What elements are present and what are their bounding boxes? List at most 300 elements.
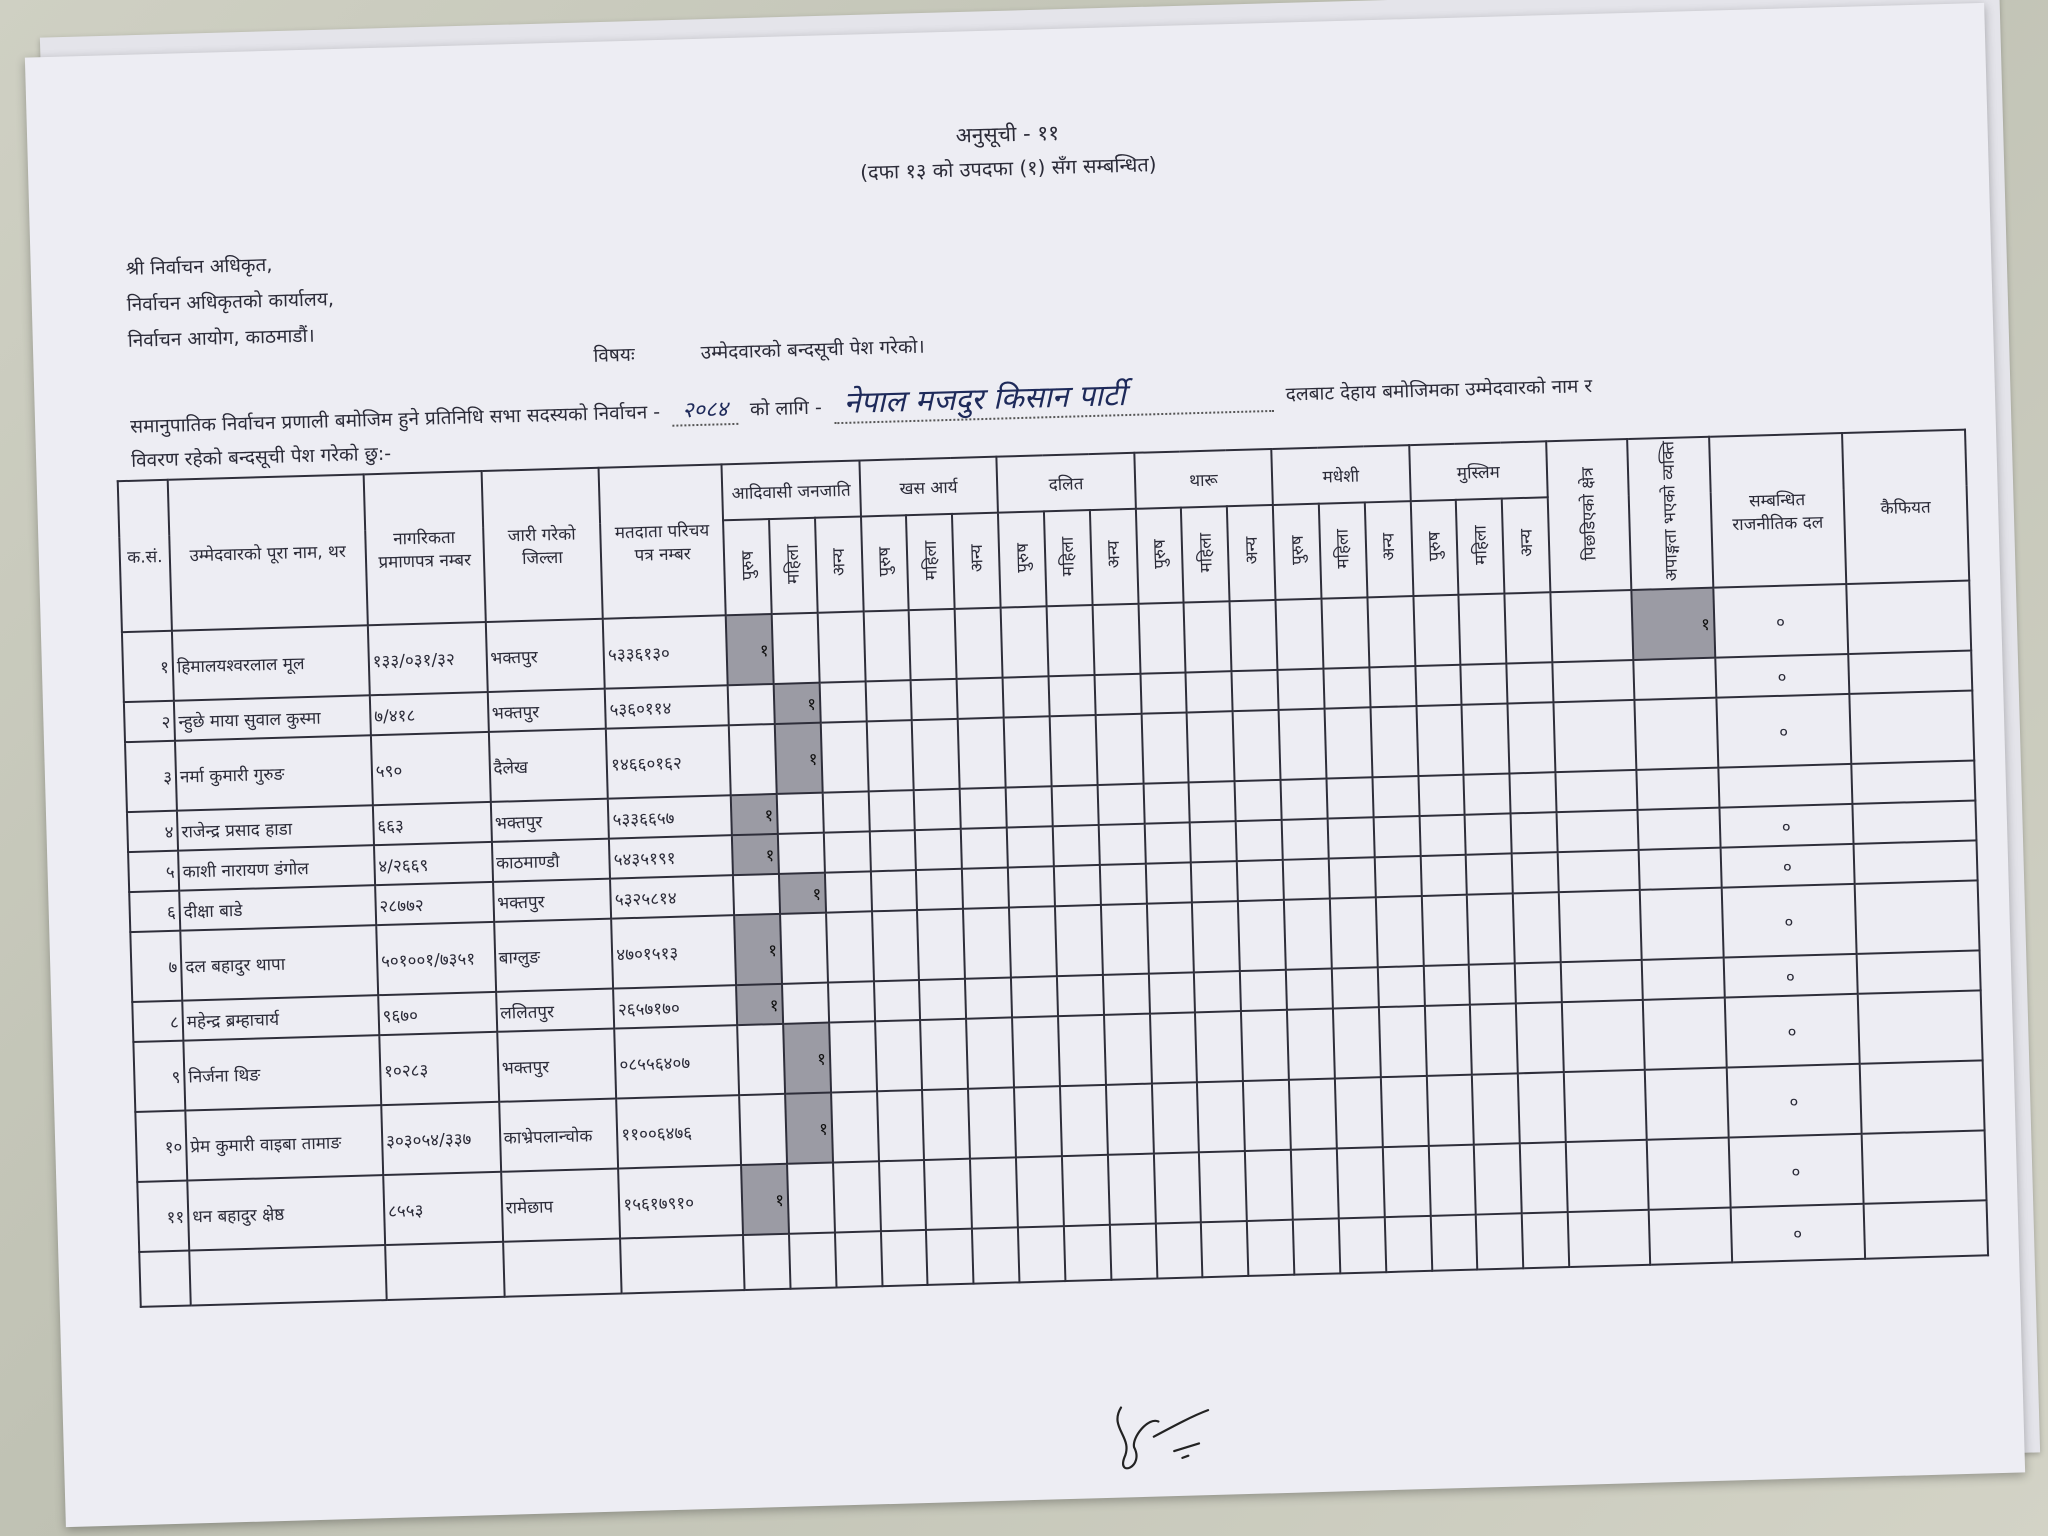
group-header: खस आर्य (859, 457, 998, 517)
row-citizenship: ६६३ (373, 802, 492, 845)
row-party: ० (1719, 804, 1853, 848)
category-cell (1383, 1146, 1431, 1217)
row-disability (1634, 658, 1716, 700)
category-cell (1516, 1003, 1564, 1074)
category-cell (1194, 971, 1241, 1012)
category-cell (1241, 1010, 1289, 1081)
row-disability (1647, 1138, 1730, 1210)
subheader-other: अन्य (815, 517, 863, 613)
row-disability (1645, 1068, 1728, 1140)
category-mark: १ (736, 984, 783, 1025)
category-mark: १ (775, 723, 823, 794)
empty-cell (1293, 1219, 1340, 1275)
candidate-table (117, 429, 1989, 1309)
row-voter-id: २६५७१७० (613, 986, 737, 1029)
row-backward-area (1559, 890, 1642, 962)
subject-line (593, 333, 925, 368)
row-voter-id: ५३३६६५७ (608, 796, 732, 839)
category-cell (1108, 1154, 1156, 1225)
group-header: दलित (997, 453, 1136, 513)
category-cell (1195, 1011, 1243, 1082)
row-voter-id: १५६१७९१० (618, 1165, 743, 1238)
category-cell (1333, 1008, 1381, 1079)
category-cell (1470, 1004, 1518, 1075)
row-party (1718, 764, 1852, 808)
empty-cell (789, 1233, 836, 1289)
category-cell (1459, 594, 1507, 665)
category-cell (1009, 907, 1057, 978)
category-cell (917, 909, 965, 980)
row-sn: ९ (133, 1041, 185, 1112)
category-cell (1243, 1080, 1291, 1151)
category-cell (1467, 894, 1515, 965)
category-cell (1419, 815, 1466, 856)
subheader-other: अन्य (1227, 505, 1275, 601)
row-district: भक्तपुर (493, 879, 612, 922)
empty-cell (881, 1230, 928, 1286)
empty-cell (1064, 1225, 1111, 1281)
category-cell (1367, 597, 1415, 668)
row-name: प्रेम कुमारी वाइबा तामाङ (185, 1106, 383, 1181)
category-cell (1421, 895, 1469, 966)
category-cell (1369, 666, 1416, 707)
category-cell (1187, 712, 1235, 783)
category-cell (1140, 673, 1187, 714)
category-cell (924, 1159, 972, 1230)
category-cell (1505, 593, 1553, 664)
category-cell (1233, 710, 1281, 781)
category-cell (1326, 778, 1373, 819)
row-citizenship: ८५५३ (383, 1172, 503, 1245)
row-backward-area (1561, 960, 1643, 1002)
category-cell (963, 908, 1011, 979)
category-cell (1279, 709, 1327, 780)
row-remarks (1858, 991, 1983, 1064)
header-sn: क.सं. (118, 480, 172, 633)
category-cell (1415, 665, 1462, 706)
row-citizenship: ७/४१८ (370, 692, 489, 735)
category-cell (1058, 1015, 1106, 1086)
header-name: उम्मेदवारको पूरा नाम, थर (168, 474, 368, 631)
empty-cell (1201, 1221, 1248, 1277)
category-cell (1381, 1076, 1429, 1147)
row-district: भक्तपुर (487, 689, 606, 732)
row-district: दैलेख (488, 729, 608, 802)
row-sn: ५ (128, 851, 179, 892)
category-cell (826, 912, 874, 983)
category-cell (1101, 904, 1149, 975)
category-cell (733, 874, 780, 915)
category-cell (782, 983, 829, 1024)
category-cell (1103, 974, 1150, 1015)
category-mark: १ (785, 1093, 833, 1164)
category-cell (1237, 860, 1284, 901)
row-voter-id: ०८५५६४०७ (614, 1026, 739, 1099)
category-cell (923, 1089, 971, 1160)
category-cell (970, 1158, 1018, 1229)
empty-cell (1476, 1214, 1523, 1270)
category-cell (1428, 1145, 1476, 1216)
category-cell (1286, 969, 1333, 1010)
row-citizenship: ५९० (371, 732, 491, 805)
category-cell (728, 684, 775, 725)
row-disability (1635, 698, 1718, 770)
category-cell (1001, 607, 1049, 678)
category-cell (916, 869, 963, 910)
category-cell (833, 1162, 881, 1233)
row-name: काशी नारायण डंगोल (178, 846, 375, 891)
annex-subtitle: (दफा १३ को उपदफा (१) सँग सम्बन्धित) (859, 152, 1157, 185)
category-cell (915, 829, 962, 870)
category-cell (1050, 715, 1098, 786)
subheader-male: पुरुष (1273, 504, 1321, 600)
row-backward-area (1562, 1000, 1645, 1072)
address-line-2: निर्वाचन अधिकृतको कार्यालय, (126, 288, 335, 316)
category-cell (1474, 1144, 1522, 1215)
form-sheet (25, 3, 2025, 1527)
empty-cell (620, 1235, 744, 1293)
handwritten-party-name: नेपाल मजदुर किसान पार्टी (833, 369, 1274, 424)
address-line-3: निर्वाचन आयोग, काठमाडौं। (127, 324, 315, 352)
category-cell (1469, 964, 1516, 1005)
empty-cell (503, 1239, 622, 1297)
category-cell (1372, 776, 1419, 817)
category-cell (1197, 1081, 1245, 1152)
category-cell (1154, 1153, 1202, 1224)
category-cell (1373, 816, 1420, 857)
category-cell (729, 724, 777, 795)
category-cell (1423, 965, 1470, 1006)
row-party: ० (1724, 994, 1859, 1068)
category-cell (1321, 598, 1369, 669)
category-cell (1507, 663, 1554, 704)
category-cell (1330, 898, 1378, 969)
category-cell (1378, 966, 1425, 1007)
category-cell (1464, 774, 1511, 815)
category-cell (863, 611, 911, 682)
category-cell (872, 910, 920, 981)
category-cell (866, 721, 914, 792)
category-cell (962, 868, 1009, 909)
row-voter-id: १४६६०१६२ (606, 726, 731, 799)
category-cell (817, 612, 865, 683)
category-cell (911, 679, 958, 720)
row-remarks (1849, 691, 1974, 764)
category-cell (821, 722, 869, 793)
category-cell (1057, 975, 1104, 1016)
body-paragraph (129, 360, 1592, 444)
category-cell (737, 1024, 785, 1095)
category-cell (1143, 783, 1190, 824)
category-cell (1462, 704, 1510, 775)
subheader-male: पुरुष (723, 519, 771, 615)
subheader-male: पुरुष (998, 512, 1046, 608)
category-cell (772, 613, 820, 684)
handwritten-year: २०८४ (672, 393, 739, 427)
subheader-other: अन्य (1365, 502, 1413, 598)
subheader-female: महिला (769, 518, 817, 614)
row-remarks (1846, 581, 1971, 654)
empty-cell (1247, 1220, 1294, 1276)
category-cell (1513, 893, 1561, 964)
category-cell (825, 872, 872, 913)
category-mark: १ (731, 794, 778, 835)
row-citizenship: १३३/०३१/३२ (368, 622, 488, 695)
row-backward-area (1564, 1070, 1647, 1142)
category-cell (1048, 675, 1095, 716)
category-cell (1515, 963, 1562, 1004)
category-cell (874, 980, 921, 1021)
category-cell (1016, 1157, 1064, 1228)
category-cell (1512, 853, 1559, 894)
header-voter-id: मतदाता परिचय पत्र नम्बर (599, 464, 726, 619)
row-disability: १ (1632, 588, 1715, 660)
category-cell (1324, 708, 1372, 779)
row-citizenship: ५०१००१/७३५१ (376, 922, 496, 995)
group-header: आदिवासी जनजाति (722, 461, 861, 521)
category-cell (968, 1088, 1016, 1159)
row-remarks (1853, 841, 1977, 884)
category-cell (1283, 859, 1330, 900)
row-party: ० (1730, 1204, 1865, 1263)
category-cell (1461, 664, 1508, 705)
category-cell (824, 832, 871, 873)
header-disability: अपाङ्गता भएको व्यक्ति (1627, 437, 1712, 591)
category-cell (1337, 1148, 1385, 1219)
category-cell (1424, 1005, 1472, 1076)
row-district: भक्तपुर (485, 619, 605, 692)
subheader-other: अन्य (952, 513, 1000, 609)
category-cell (1150, 1013, 1198, 1084)
subject-label: विषयः (593, 343, 636, 367)
body-for-label: को लागि - (749, 396, 823, 421)
category-cell (1104, 1014, 1152, 1085)
row-name: नर्मा कुमारी गुरुङ (175, 736, 373, 811)
row-citizenship: १०२८३ (379, 1032, 499, 1105)
category-cell (1095, 714, 1143, 785)
category-cell (778, 833, 825, 874)
category-cell (868, 791, 915, 832)
category-cell (1191, 862, 1238, 903)
category-cell (1332, 968, 1379, 1009)
category-cell (828, 982, 875, 1023)
row-remarks (1863, 1201, 1988, 1259)
row-disability (1642, 958, 1724, 1000)
subheader-other: अन्य (1090, 509, 1138, 605)
row-district: भक्तपुर (490, 799, 609, 842)
category-cell (957, 678, 1004, 719)
row-remarks (1848, 651, 1972, 694)
row-remarks (1855, 881, 1980, 954)
row-sn: १ (122, 631, 174, 702)
row-citizenship: ३०३०५४/३३७ (381, 1102, 501, 1175)
category-cell (1282, 819, 1329, 860)
empty-cell (1568, 1210, 1651, 1267)
category-cell (1014, 1087, 1062, 1158)
empty-cell (1522, 1212, 1569, 1268)
empty-cell (1649, 1208, 1732, 1265)
category-cell (869, 830, 916, 871)
category-cell (1379, 1006, 1427, 1077)
row-citizenship: २८७७२ (375, 882, 494, 925)
subheader-male: पुरुष (861, 516, 909, 612)
category-cell (1520, 1142, 1568, 1213)
category-cell (1418, 775, 1465, 816)
category-cell (1144, 823, 1191, 864)
row-sn: १० (135, 1111, 187, 1182)
category-mark: १ (741, 1164, 789, 1235)
empty-cell (1155, 1223, 1202, 1279)
category-cell (1062, 1155, 1110, 1226)
category-cell (1186, 672, 1233, 713)
empty-cell (1018, 1227, 1065, 1283)
row-name: दल बहादुर थापा (180, 926, 378, 1001)
category-cell (865, 681, 912, 722)
row-party: ० (1721, 884, 1856, 958)
row-disability (1637, 768, 1719, 810)
category-cell (1190, 822, 1237, 863)
empty-cell (139, 1251, 191, 1307)
body-intro: समानुपातिक निर्वाचन प्रणाली बमोजिम हुने प्रतिनिधि सभा सदस्यको निर्वाचन - (129, 401, 661, 438)
row-district: काभ्रेपलान्चोक (499, 1099, 619, 1172)
row-backward-area (1557, 810, 1639, 852)
row-backward-area (1554, 700, 1637, 772)
category-cell (921, 1019, 969, 1090)
category-cell (1284, 899, 1332, 970)
category-cell (1003, 677, 1050, 718)
category-cell (1007, 827, 1054, 868)
category-cell (1465, 814, 1512, 855)
category-cell (1097, 784, 1144, 825)
row-party: ० (1723, 954, 1857, 998)
row-voter-id: ५३३६१३० (603, 616, 728, 689)
row-backward-area (1550, 590, 1633, 662)
category-cell (1236, 820, 1283, 861)
row-party: ० (1716, 694, 1851, 768)
row-party: ० (1726, 1064, 1861, 1138)
empty-cell (1110, 1224, 1157, 1280)
category-cell (1426, 1075, 1474, 1146)
header-district: जारी गरेको जिल्ला (481, 468, 603, 623)
row-name: धन बहादुर क्षेष्ठ (187, 1175, 385, 1250)
group-header: मधेशी (1271, 445, 1410, 505)
category-cell (1289, 1079, 1337, 1150)
category-cell (1511, 813, 1558, 854)
row-disability (1640, 888, 1723, 960)
category-cell (1420, 855, 1467, 896)
category-cell (1092, 604, 1140, 675)
subheader-female: महिला (1456, 499, 1504, 595)
category-mark: १ (779, 873, 826, 914)
row-disability (1639, 848, 1721, 890)
category-cell (966, 1018, 1014, 1089)
annex-title: अनुसूची - ११ (955, 120, 1060, 148)
row-remarks (1860, 1061, 1985, 1134)
category-cell (1287, 1009, 1335, 1080)
category-cell (1147, 903, 1195, 974)
category-cell (877, 1090, 925, 1161)
row-name: हिमालयश्वरलाल मूल (172, 626, 370, 701)
category-cell (1278, 669, 1325, 710)
category-cell (965, 978, 1012, 1019)
row-backward-area (1558, 850, 1640, 892)
category-cell (739, 1094, 787, 1165)
row-sn: ६ (129, 891, 180, 932)
group-header: थारू (1134, 449, 1273, 509)
subheader-other: अन्य (1502, 498, 1550, 594)
row-voter-id: ११००६४७६ (616, 1096, 741, 1169)
row-district: रामेछाप (501, 1169, 621, 1242)
category-cell (909, 609, 957, 680)
category-cell (1138, 603, 1186, 674)
row-remarks (1862, 1131, 1987, 1204)
empty-cell (972, 1228, 1019, 1284)
row-sn: ७ (130, 931, 182, 1002)
subheader-male: पुरुष (1410, 500, 1458, 596)
row-party: ० (1713, 584, 1848, 658)
row-sn: ४ (127, 811, 178, 852)
row-citizenship: ४/२६६९ (374, 842, 493, 885)
row-remarks (1852, 801, 1976, 844)
category-cell (829, 1022, 877, 1093)
subheader-female: महिला (906, 514, 954, 610)
category-cell (1235, 780, 1282, 821)
row-disability (1643, 998, 1726, 1070)
subject-text: उम्मेदवारको बन्दसूची पेश गरेको। (700, 335, 925, 364)
category-cell (1148, 973, 1195, 1014)
row-name: न्हुछे माया सुवाल कुस्मा (174, 696, 371, 741)
body-outro: दलबाट देहाय बमोजिमका उम्मेदवारको नाम र (1285, 375, 1593, 406)
category-cell (1189, 782, 1236, 823)
category-cell (1100, 864, 1147, 905)
subheader-female: महिला (1181, 507, 1229, 603)
category-mark: १ (726, 614, 774, 685)
row-remarks (1851, 761, 1975, 804)
category-cell (1055, 905, 1103, 976)
signature (1103, 1395, 1225, 1488)
header-citizenship: नागरिकता प्रमाणपत्र नम्बर (363, 471, 485, 626)
row-voter-id: ५३६०११४ (605, 686, 729, 729)
empty-cell (385, 1242, 504, 1300)
category-mark: १ (732, 834, 779, 875)
category-cell (819, 682, 866, 723)
category-cell (1510, 773, 1557, 814)
category-cell (1053, 825, 1100, 866)
row-voter-id: ४७०१५१३ (611, 916, 736, 989)
address-line-1: श्री निर्वाचन अधिकृत, (125, 253, 273, 280)
category-cell (1232, 670, 1279, 711)
row-party: ० (1728, 1134, 1863, 1208)
group-header: मुस्लिम (1409, 441, 1548, 501)
row-backward-area (1552, 660, 1634, 702)
category-cell (1054, 865, 1101, 906)
row-disability (1638, 808, 1720, 850)
row-name: दीक्षा बाडे (179, 886, 376, 931)
category-cell (1012, 1017, 1060, 1088)
category-mark: १ (774, 683, 821, 724)
category-cell (961, 828, 1008, 869)
category-cell (1518, 1072, 1566, 1143)
row-backward-area (1555, 770, 1637, 812)
row-district: भक्तपुर (497, 1029, 617, 1102)
category-cell (1184, 602, 1232, 673)
row-voter-id: ५३२५८१४ (610, 876, 734, 919)
subheader-female: महिला (1044, 511, 1092, 607)
category-cell (780, 913, 828, 984)
category-mark: १ (783, 1023, 831, 1094)
row-district: ललितपुर (496, 989, 615, 1032)
category-cell (1329, 858, 1376, 899)
